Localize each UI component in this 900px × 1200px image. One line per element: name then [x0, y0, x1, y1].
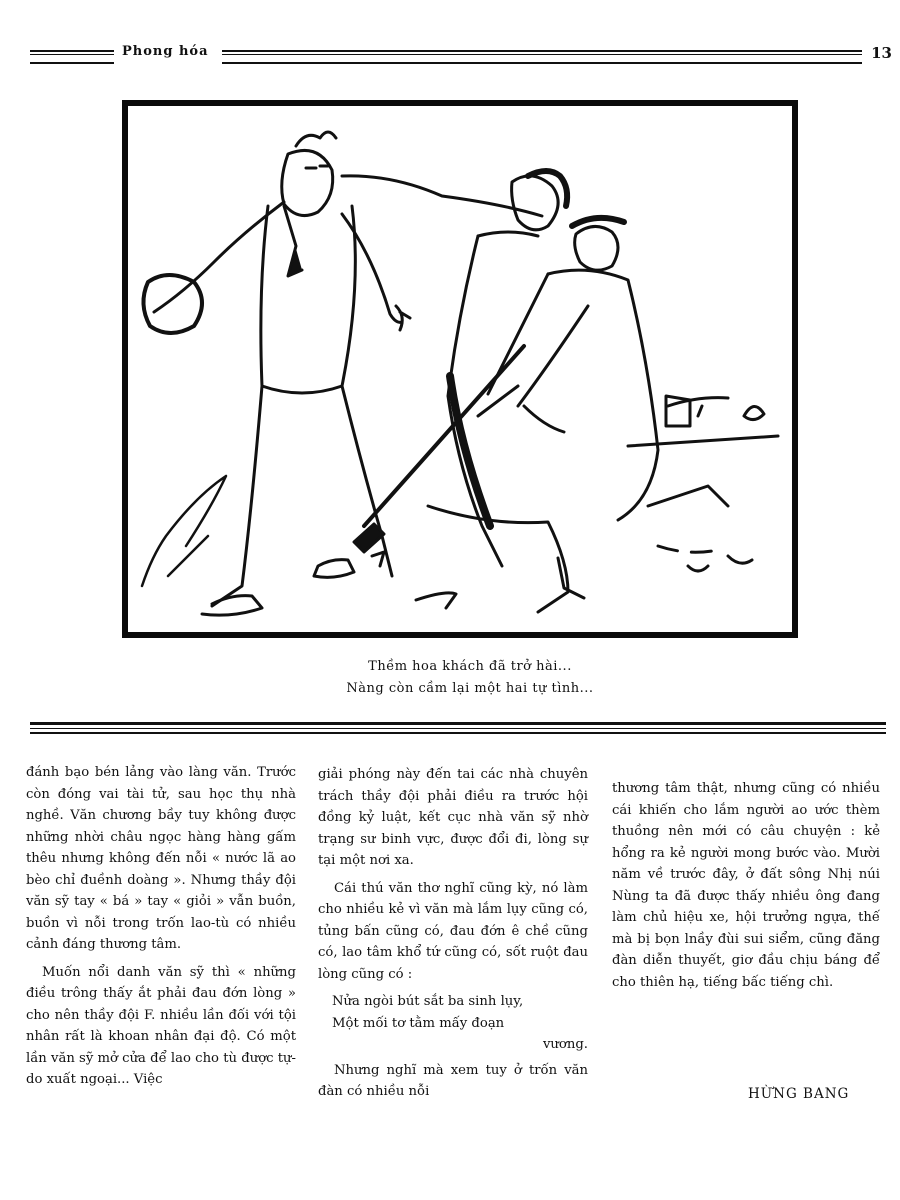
paragraph: Muốn nổi danh văn sỹ thì « những điều trông thấy ắt phải đau đớn lòng » cho nên thầy đội F. nhiều lần đối với tội nhân rất là khoan nhân đại độ. Có một lần văn sỹ mở cửa để lao cho tù được tự-do xuất ngoại... Việc: [26, 964, 296, 1087]
paragraph: Cái thú văn thơ nghĩ cũng kỳ, nó làm cho nhiều kẻ vì văn mà lắm lụy cũng có, tủng bấn cũng có, đau đớn ê chề cũng có, lao tâm khổ tứ cũng có, sốt ruột đau lòng cũng có :: [318, 880, 588, 982]
paragraph: thương tâm thật, nhưng cũng có nhiều cái khiến cho lắm người ao ước thèm thuồng nên mới có câu chuyện : kẻ hổng ra kẻ người mong bước vào. Mười năm về trước đây, ở đất sông Nhị núi Nùng ta đã được thấy nhiều ông đang làm chủ hiệu xe, hội trưởng ngựa, thế mà bị bọn lnầy đùi sui siểm, cũng đăng đàn diễn thuyết, giơ đầu chịu báng để cho thiên hạ, tiếng bấc tiếng chì.: [612, 781, 880, 990]
newspaper-title: Phong hóa: [118, 44, 213, 59]
verse-line: Một mối tơ tằm mấy đoạn: [332, 1015, 505, 1031]
cartoon-drawing: [128, 106, 792, 632]
header-rule-left: [30, 50, 114, 64]
caption-line: Nàng còn cầm lại một hai tự tình...: [346, 681, 594, 696]
paragraph: giải phóng này đến tai các nhà chuyên trách thầy đội phải điều ra trước hội đồng kỷ luật, kết cục nhà văn sỹ nhờ trạng sư binh vực, được đổi đi, lòng sự tại một nơi xa.: [318, 767, 588, 868]
cartoon-caption: [220, 656, 720, 700]
article-column-2: [318, 764, 588, 1109]
page-number: 13: [871, 44, 892, 62]
verse-line-continuation: vương.: [542, 1037, 588, 1052]
article-column-1: [26, 762, 296, 1097]
paragraph: đánh bạo bén lảng vào làng văn. Trước còn đóng vai tài tử, sau học thụ nhà nghề. Văn chương bầy tuy không được những nhời châu ngọc hàng hàng gấm thêu nhưng không đến nỗi « nước lã ao bèo chỉ đuềnh doàng ». Nhưng thầy đội văn sỹ tay « bá » tay « giỏi » vẫn buồn, buồn vì nỗi trong trốn lao-tù có nhiều cảnh đáng thương tâm.: [26, 765, 296, 952]
section-divider: [30, 722, 886, 736]
page-header: [30, 44, 892, 66]
author-signature: HỪNG BANG: [748, 1086, 850, 1102]
paragraph: Nhưng nghĩ mà xem tuy ở trốn văn đàn có nhiều nỗi: [318, 1062, 588, 1099]
cartoon-illustration: [122, 100, 798, 638]
caption-line: Thềm hoa khách đã trở hài...: [368, 659, 572, 674]
article-column-3: [612, 778, 880, 999]
verse-line: Nửa ngòi bút sắt ba sinh lụy,: [332, 994, 524, 1009]
header-rule-right: [222, 50, 862, 64]
